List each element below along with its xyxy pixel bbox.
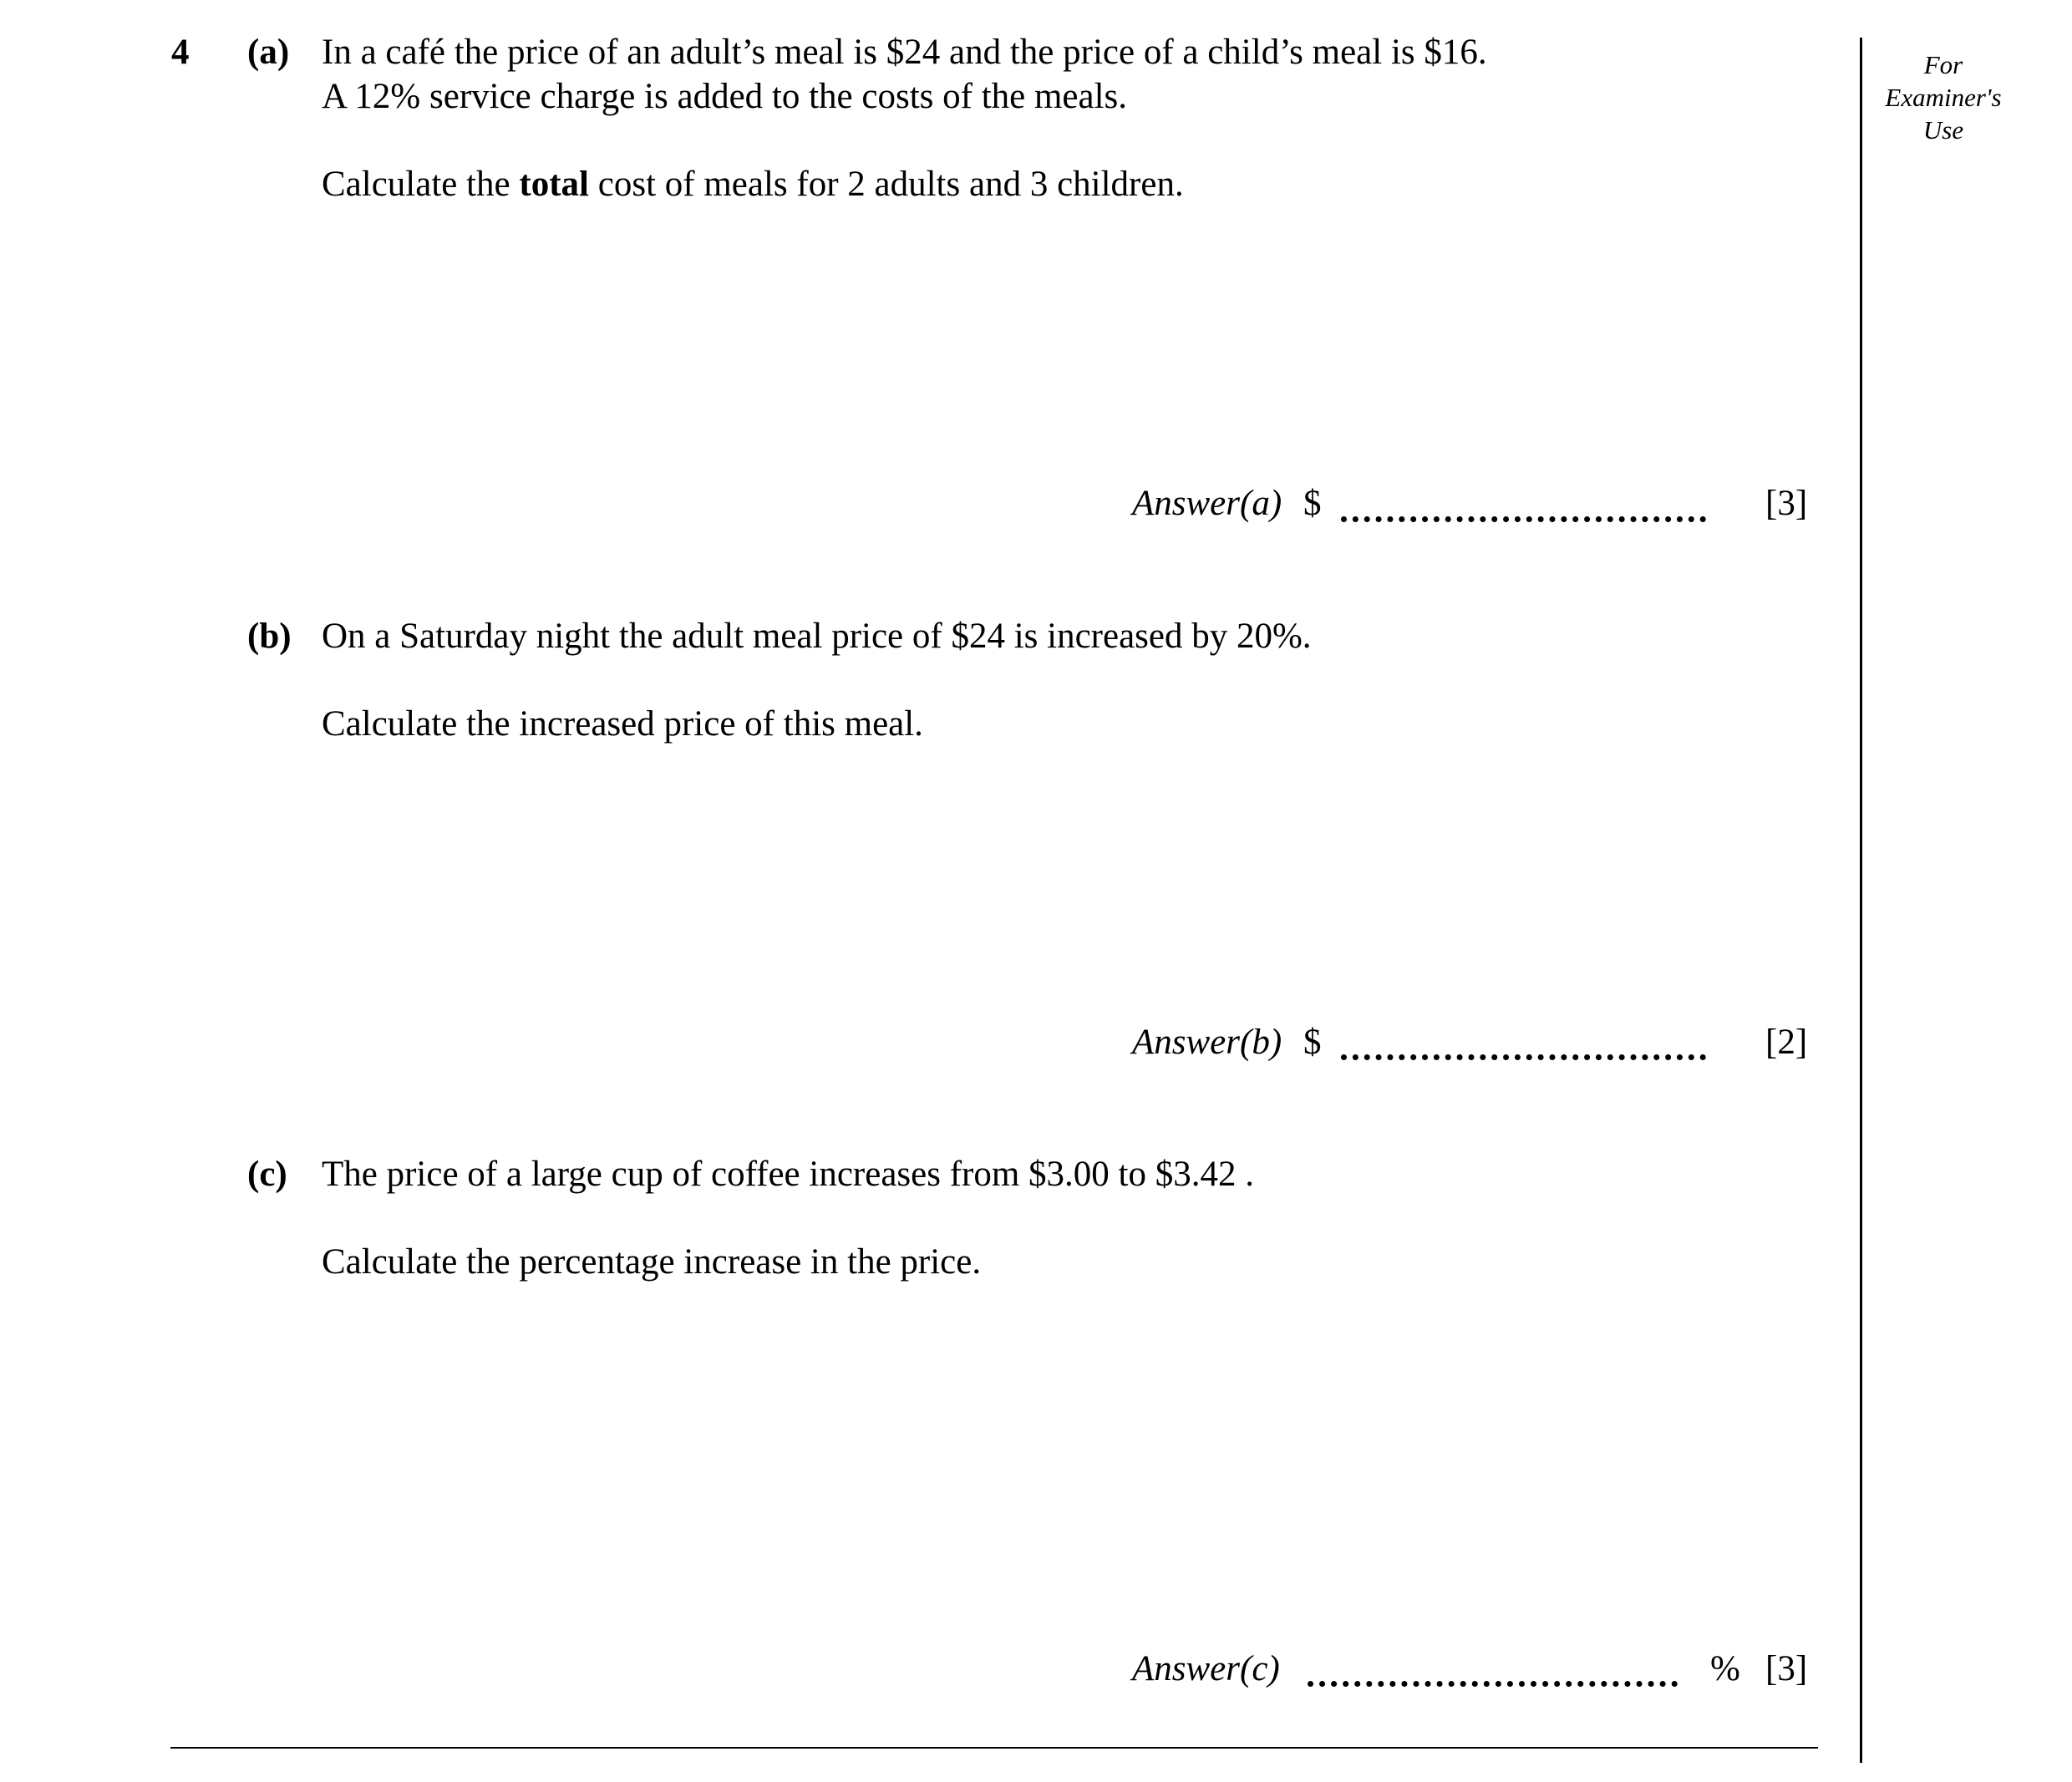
part-c-instruction: Calculate the percentage increase in the price. <box>322 1242 982 1282</box>
part-b-instruction: Calculate the increased price of this meal. <box>322 704 923 744</box>
part-c-line1: The price of a large cup of coffee increases from $3.00 to $3.42 . <box>322 1155 1254 1194</box>
answer-c-field[interactable] <box>1308 1681 1678 1687</box>
part-c-label: (c) <box>247 1155 287 1194</box>
part-a-label: (a) <box>247 33 290 72</box>
part-a-instruction-pre: Calculate the <box>322 165 520 204</box>
part-a-instruction-post: cost of meals for 2 adults and 3 children. <box>589 165 1184 204</box>
answer-a-field[interactable] <box>1341 516 1706 522</box>
answer-c-label: Answer(c) <box>1132 1649 1280 1688</box>
examiner-note-line3: Use <box>1922 115 1964 145</box>
examiner-note-line2: Examiner's <box>1885 83 2002 112</box>
answer-b-label: Answer(b) <box>1132 1023 1282 1062</box>
question-number: 4 <box>171 33 190 72</box>
answer-b-unit: $ <box>1303 1023 1322 1062</box>
examiner-note-line1: For <box>1923 50 1963 79</box>
answer-c-marks: [3] <box>1765 1649 1808 1688</box>
part-a-instruction-bold: total <box>519 165 589 204</box>
answer-a-unit: $ <box>1303 484 1322 523</box>
answer-c-unit: % <box>1710 1649 1740 1688</box>
bottom-rule <box>170 1747 1818 1749</box>
examiner-margin-line <box>1860 38 1862 1763</box>
part-b-label: (b) <box>247 617 292 656</box>
answer-b-marks: [2] <box>1765 1023 1808 1062</box>
answer-a-label: Answer(a) <box>1132 484 1282 523</box>
part-b-line1: On a Saturday night the adult meal price of $24 is increased by 20%. <box>322 617 1312 656</box>
answer-a-marks: [3] <box>1765 484 1808 523</box>
part-a-line1: In a café the price of an adult’s meal is $24 and the price of a child’s meal is $16. <box>322 33 1487 72</box>
part-a-line2: A 12% service charge is added to the costs of the meals. <box>322 77 1128 116</box>
answer-b-field[interactable] <box>1341 1054 1706 1060</box>
part-a-instruction <box>322 164 1184 206</box>
examiner-use-note <box>1868 48 2019 146</box>
